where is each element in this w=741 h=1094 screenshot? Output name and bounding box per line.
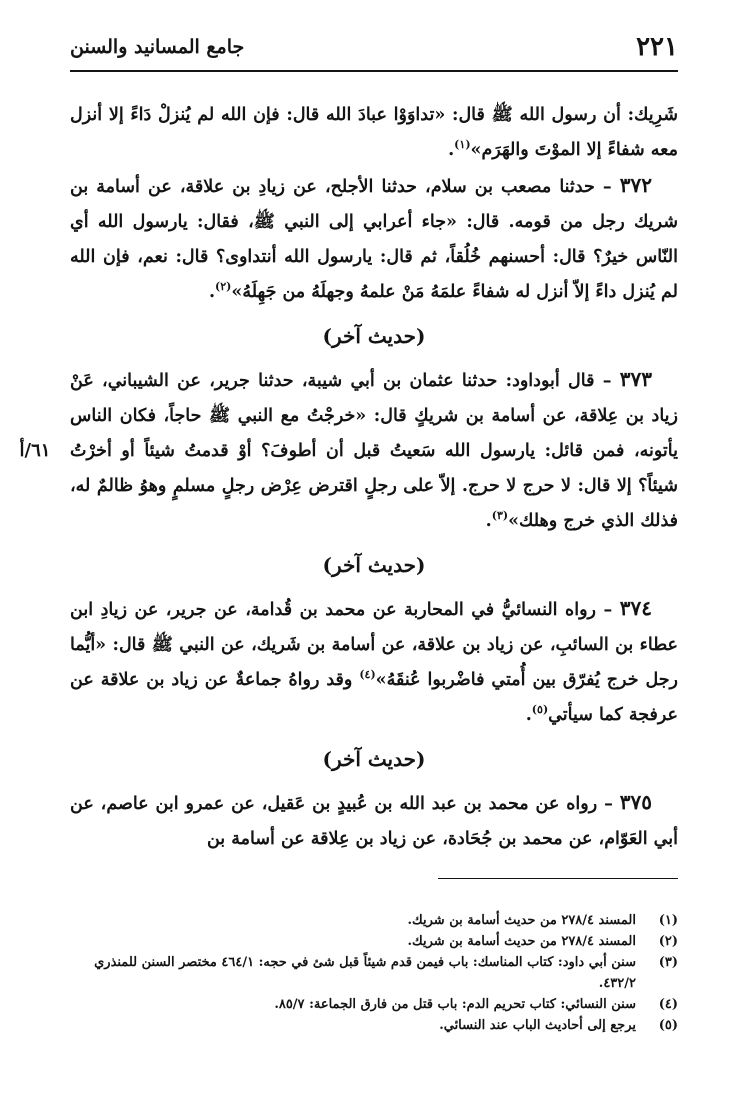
footnote-text: المسند ٢٧٨/٤ من حديث أسامة بن شريك. — [407, 934, 636, 949]
hadith-number: ٣٧٢ — [619, 173, 652, 197]
text-run: – قال أبوداود: حدثنا عثمان بن أبي شيبة، حدثنا جرير، عن الشيباني، عَنْ زياد بن عِلاقة، عن أسامة بن شريكٍ قال: «خرجْتُ مع النبي ﷺ حاجاً، فكان الناس يأتونه، فمن قائل: يارسول الله سَعيتُ قبل أن أطوفَ؟ أوْ قدمتُ شيئاً أو أخرْتُ شيئاً؟ إلا قال: لا حرج لا حرج. إلاّ على رجلٍ اقترض عِرْض رجلٍ مسلمٍ وهوُ ظالمٌ له، فذلك الذي خرج وهلك» — [70, 371, 678, 531]
text-run: شَرِيك: أن رسول الله ﷺ قال: «تداوَوْا عبادَ الله قال: فإن الله لم يُنزلْ دَاءً إلا أنزل معه شفاءً إلا الموْتَ والهَرَم» — [70, 105, 678, 160]
footnote-ref: (١) — [454, 138, 471, 152]
footnote — [70, 1015, 678, 1036]
section-heading: (حديث آخر) — [322, 747, 426, 771]
hadith-number: ٣٧٤ — [619, 596, 652, 620]
footnote-number: (٤) — [658, 997, 678, 1012]
hadith-373 — [70, 362, 678, 539]
page-number: ٢٢١ — [636, 32, 678, 62]
footnote-text: المسند ٢٧٨/٤ من حديث أسامة بن شريك. — [407, 913, 636, 928]
footnote-text: سنن النسائي: كتاب تحريم الدم: باب قتل من فارق الجماعة: ٨٥/٧. — [274, 997, 636, 1012]
footnote-number: (٣) — [658, 955, 678, 970]
text-run: . — [485, 511, 492, 531]
footnote — [70, 910, 678, 931]
hadith-number: ٣٧٥ — [619, 790, 652, 814]
footnote-text: سنن أبي داود: كتاب المناسك: باب فيمن قدم شيئاً قبل شئ في حجه: ٤٦٤/١ مختصر السنن للمنذري ٤٣٢/٢. — [94, 955, 636, 991]
text-run: . — [525, 705, 532, 725]
footnote-ref: (٢) — [215, 280, 232, 294]
main-text — [70, 98, 678, 857]
footnote-number: (٥) — [658, 1018, 678, 1033]
hadith-374 — [70, 591, 678, 733]
footnote-number: (١) — [658, 913, 678, 928]
footnote — [70, 994, 678, 1015]
text-run: – رواه عن محمد بن عبد الله بن عُبيدٍ بن عَقيل، عن عمرو ابن عاصم، عن أبي العَوّام، عن محمد بن جُحَادة، عن زياد بن عِلاقة عن أسامة بن — [70, 794, 678, 849]
footnote — [70, 931, 678, 952]
footnote-divider — [438, 878, 678, 879]
running-title: جامع المسانيد والسنن — [70, 36, 245, 58]
paragraph-continuation — [70, 98, 678, 168]
page-header — [70, 26, 678, 72]
footnote-ref: (٥) — [531, 703, 549, 717]
footnote-text: يرجع إلى أحاديث الباب عند النسائي. — [439, 1018, 636, 1033]
footnotes — [70, 910, 678, 1036]
section-heading: (حديث آخر) — [322, 553, 426, 577]
text-run: – رواه النسائيُّ في المحاربة عن محمد بن قُدامة، عن جرير، عن زيادِ ابن عطاء بن السائبِ، عن زياد بن علاقة، عن أسامة بن شَريك، عن النبي ﷺ قال: «أيُّما رجل خرج يُفرّق بين أُمتي فاضْربوا عُنقَهُ» — [70, 600, 678, 690]
manuscript-folio-note: ٦١/أ — [19, 440, 51, 461]
text-run: وقد رواهُ جماعةٌ عن زياد بن علاقة عن عرفجة كما سيأتي — [70, 670, 678, 725]
footnote-number: (٢) — [658, 934, 678, 949]
footnote-ref: (٣) — [491, 509, 509, 523]
hadith-375 — [70, 785, 678, 857]
hadith-number: ٣٧٣ — [619, 367, 652, 391]
text-run: . — [208, 282, 216, 302]
hadith-372 — [70, 168, 678, 310]
footnote-ref: (٤) — [359, 668, 376, 682]
text-run: . — [448, 140, 455, 160]
text-run: – حدثنا مصعب بن سلام، حدثنا الأجلح، عن زيادِ بن علاقة، عن أسامة بن شريك رجل من قومه. قال: «جاء أعرابي إلى النبي ﷺ، فقال: يارسول الله أي النّاس خيرٌ؟ قال: أحسنهم خُلُقاً، ثم قال: يارسول الله أنتداوى؟ قال: نعم، فإن الله لم يُنزل داءً إلاّ أنزل له شفاءً علمَهُ مَنْ علمهُ وجهلَهُ من جَهِلَهُ» — [70, 177, 678, 302]
footnote — [70, 952, 678, 994]
section-heading: (حديث آخر) — [322, 324, 426, 348]
